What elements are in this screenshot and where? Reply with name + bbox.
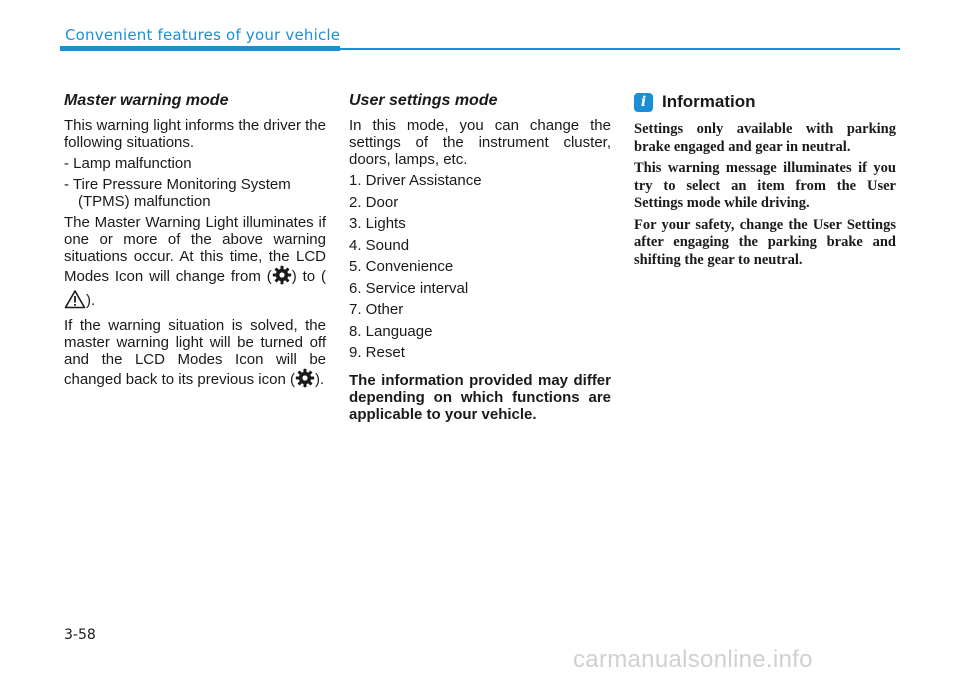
list-item: 6. Service interval [349,279,469,297]
list-item: 2. Door [349,193,399,211]
information-box [634,92,896,273]
master-warning-section [64,92,326,396]
list-item: 1. Driver Assistance [349,172,482,189]
from-text: from ( [230,268,272,285]
information-paragraph: This warning message illuminates if you try to select an item from the User Settings mode while driving. [634,160,896,211]
page-number: 3-58 [64,627,96,643]
watermark: carmanualsonline.info [573,646,813,673]
paragraph-text: The Master Warning Light illuminates if one or more of the above warning situations occur. At this time, the LCD Modes Icon will change [64,214,326,285]
list-item: 9. Reset [349,344,405,361]
master-warning-paragraph-1 [64,214,326,313]
list-item: 3. Lights [349,215,406,232]
user-settings-heading: User settings mode [349,92,498,109]
open-paren: ( [289,371,295,388]
information-paragraph: For your safety, change the User Settings after engaging the parking brake and shifting the gear to neutral. [634,216,896,268]
paragraph-text: If the warning situation is solved, the master warning light will be turned off and the LCD Modes Icon will be changed back to its previous icon [64,317,326,388]
user-settings-list [349,172,611,362]
gear-icon [272,265,292,289]
close-paren: ). [314,371,325,388]
user-settings-note: The information provided may differ depending on which functions are applicable to your vehicle. [349,371,611,423]
list-item: 5. Convenience [349,258,454,275]
user-settings-intro: In this mode, you can change the settings of the instrument cluster, doors, lamps, etc. [349,117,611,168]
section-header-title: Convenient features of your vehicle [65,26,341,44]
information-paragraph: Settings only available with parking brake engaged and gear in neutral. [634,121,896,155]
list-item: - Tire Pressure Monitoring System (TPMS) malfunction [64,176,291,210]
warning-triangle-icon [64,289,86,313]
master-warning-intro: This warning light informs the driver the following situations. [64,117,326,151]
master-warning-paragraph-2 [64,317,326,392]
end-text: ). [86,292,96,309]
list-item: 8. Language [349,322,433,340]
header-rule-thin [340,48,900,50]
info-icon: i [634,93,653,112]
information-title: Information [662,92,756,111]
list-item: - Lamp malfunction [64,155,192,172]
list-item: 7. Other [349,301,404,318]
user-settings-section [349,92,611,427]
list-item: 4. Sound [349,236,410,254]
header-rule-thick [60,46,340,51]
to-text: ) to ( [291,268,326,285]
master-warning-heading: Master warning mode [64,92,229,109]
information-header [634,92,896,112]
gear-icon [295,368,315,392]
